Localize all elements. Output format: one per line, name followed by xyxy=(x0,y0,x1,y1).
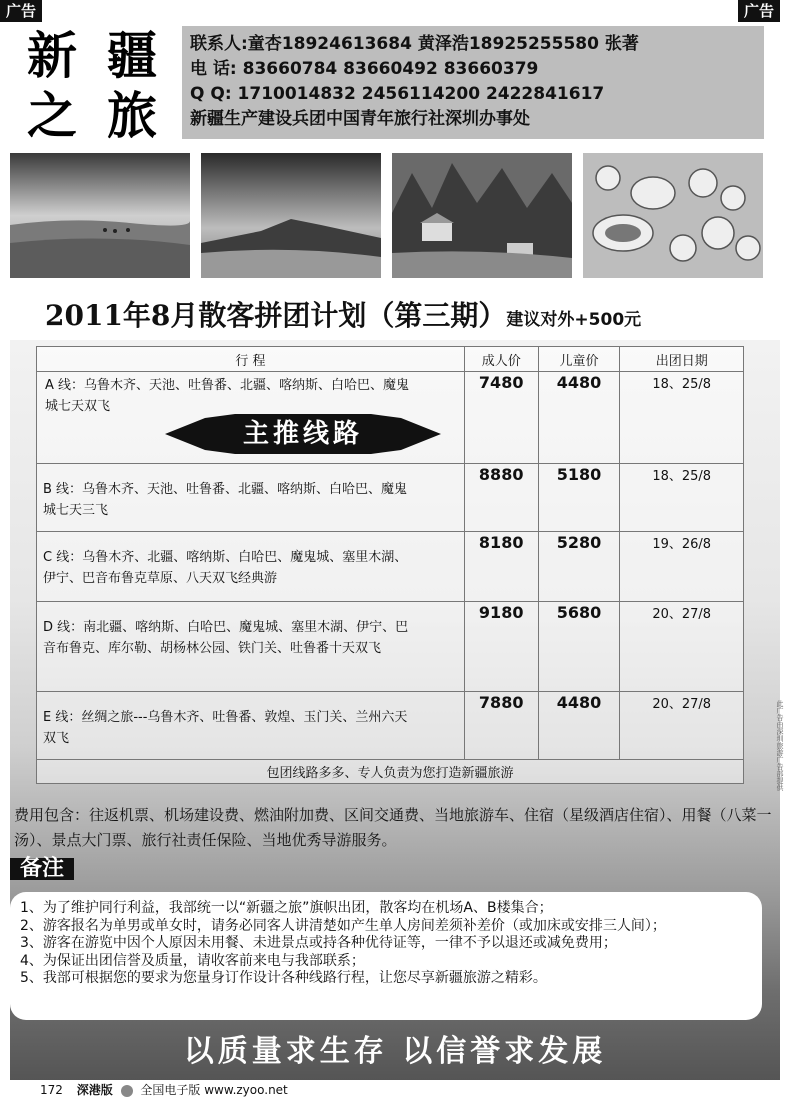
fruit-photo xyxy=(583,153,763,278)
ad-tag-left: 广告 xyxy=(0,0,42,22)
child-price: 4480 xyxy=(538,372,620,464)
mountain-photo xyxy=(201,153,381,278)
notes-box xyxy=(10,892,762,1020)
page-footer xyxy=(40,1081,288,1098)
route-cell xyxy=(37,464,465,532)
route-cell xyxy=(37,372,465,464)
adult-price: 7480 xyxy=(464,372,538,464)
adult-price: 8180 xyxy=(464,532,538,602)
col-route: 行 程 xyxy=(37,347,465,372)
brand-char: 之 xyxy=(27,86,77,145)
route-text: B 线：乌鲁木齐、天池、吐鲁番、北疆、喀纳斯、白哈巴、魔鬼城七天三飞 xyxy=(43,482,408,518)
route-text: E 线：丝绸之旅---乌鲁木齐、吐鲁番、敦煌、玉门关、兰州六天双飞 xyxy=(43,710,408,746)
contact-box xyxy=(182,26,764,139)
notes-heading: 备注 xyxy=(10,858,74,880)
route-text: A 线：乌鲁木齐、天池、吐鲁番、北疆、喀纳斯、白哈巴、魔鬼城七天双飞 xyxy=(45,378,410,414)
route-cell xyxy=(37,532,465,602)
edition-logo-icon xyxy=(121,1085,133,1097)
col-child-price: 儿童价 xyxy=(538,347,620,372)
village-photo xyxy=(392,153,572,278)
departure-date: 20、27/8 xyxy=(620,602,744,692)
col-departure-date: 出团日期 xyxy=(620,347,744,372)
departure-date: 19、26/8 xyxy=(620,532,744,602)
contact-phones: 电 话: 83660784 83660492 83660379 xyxy=(190,59,539,79)
price-note: 建议对外+500元 xyxy=(506,310,642,330)
child-price: 4480 xyxy=(538,692,620,760)
child-price: 5680 xyxy=(538,602,620,692)
vertical-note: 此广告由深圳旅游广告部提供 xyxy=(776,700,784,791)
adult-price: 7880 xyxy=(464,692,538,760)
departure-date: 20、27/8 xyxy=(620,692,744,760)
route-text: C 线：乌鲁木齐、北疆、喀纳斯、白哈巴、魔鬼城、塞里木湖、伊宁、巴音布鲁克草原、八天双飞经典游 xyxy=(43,550,408,586)
contact-persons: 联系人:童杏18924613684 黄泽浩18925255580 张著 xyxy=(190,34,639,54)
note-item: 4、为保证出团信誉及质量，请收客前来电与我部联系； xyxy=(20,952,365,969)
page-number: 172 xyxy=(40,1083,63,1097)
note-item: 2、游客报名为单男或单女时，请务必同客人讲清楚如产生单人房间差须补差价（或加床或安排三人间）； xyxy=(20,917,666,934)
departure-date: 18、25/8 xyxy=(620,372,744,464)
fees-included: 费用包含：往返机票、机场建设费、燃油附加费、区间交通费、当地旅游车、住宿（星级酒店住宿）、用餐（八菜一汤）、景点大门票、旅行社责任保险、当地优秀导游服务。 xyxy=(14,806,772,849)
child-price: 5180 xyxy=(538,464,620,532)
site-label: 全国电子版 www.zyoo.net xyxy=(140,1083,288,1097)
departure-date: 18、25/8 xyxy=(620,464,744,532)
route-cell xyxy=(37,602,465,692)
contact-qq: Q Q: 1710014832 2456114200 2422841617 xyxy=(190,84,605,104)
brand-char: 新 xyxy=(27,26,77,85)
slogan: 以质量求生存 以信誉求发展 xyxy=(183,1034,607,1069)
route-cell xyxy=(37,692,465,760)
brand-char: 疆 xyxy=(107,26,157,85)
note-item: 3、游客在游览中因个人原因未用餐、未进景点或持各种优待证等，一律不予以退还或减免费用； xyxy=(20,935,617,951)
table-row xyxy=(37,464,744,532)
child-price: 5280 xyxy=(538,532,620,602)
plan-title xyxy=(45,294,641,334)
table-footer: 包团线路多多、专人负责为您打造新疆旅游 xyxy=(37,760,744,784)
adult-price: 9180 xyxy=(464,602,538,692)
adult-price: 8880 xyxy=(464,464,538,532)
recommended-label: 主推线路 xyxy=(242,419,363,449)
table-row xyxy=(37,532,744,602)
route-text: D 线：南北疆、喀纳斯、白哈巴、魔鬼城、塞里木湖、伊宁、巴音布鲁克、库尔勒、胡杨林公园、铁门关、吐鲁番十天双飞 xyxy=(43,620,409,656)
table-row xyxy=(37,602,744,692)
ad-tag-right: 广告 xyxy=(738,0,780,22)
edition-label: 深港版 xyxy=(76,1083,113,1097)
brand-logo xyxy=(12,26,172,146)
table-header-row xyxy=(37,347,744,372)
note-item: 1、为了维护同行利益，我部统一以“新疆之旅”旗帜出团，散客均在机场A、B楼集合； xyxy=(20,900,553,916)
brand-char: 旅 xyxy=(107,86,157,145)
agency-name: 新疆生产建设兵团中国青年旅行社深圳办事处 xyxy=(190,109,530,129)
steppe-photo xyxy=(10,153,190,278)
table-row xyxy=(37,372,744,464)
tour-price-table xyxy=(36,346,744,784)
table-footer-row xyxy=(37,760,744,784)
plan-title-text: 2011年8月散客拼团计划（第三期） xyxy=(45,299,507,332)
table-row xyxy=(37,692,744,760)
col-adult-price: 成人价 xyxy=(464,347,538,372)
note-item: 5、我部可根据您的要求为您量身订作设计各种线路行程，让您尽享新疆旅游之精彩。 xyxy=(20,970,547,986)
